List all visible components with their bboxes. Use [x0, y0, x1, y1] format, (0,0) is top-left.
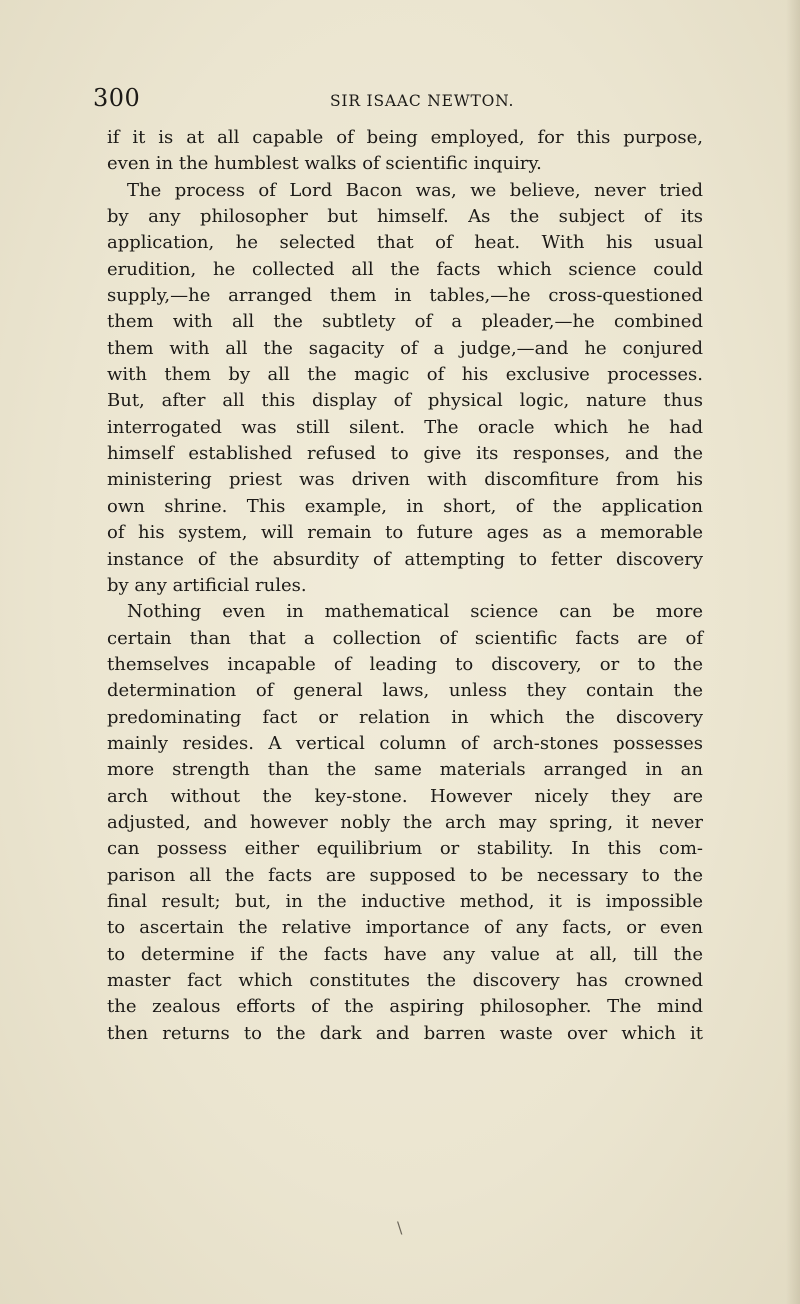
- text-line: more strength than the same materials arranged in an: [107, 759, 703, 781]
- text-line: determination of general laws, unless they contain the: [107, 680, 703, 702]
- text-line: master fact which constitutes the discovery has crowned: [107, 970, 703, 991]
- stray-ink-mark: \: [397, 1218, 403, 1237]
- text-line: predominating fact or relation in which the discovery: [107, 706, 703, 728]
- text-line: But, after all this display of physical logic, nature thus: [107, 390, 703, 412]
- text-line: if it is at all capable of being employed, for this purpose,: [107, 127, 703, 148]
- text-line: own shrine. This example, in short, of the application: [107, 495, 703, 517]
- text-line: erudition, he collected all the facts which science could: [107, 258, 703, 280]
- text-line: certain than that a collection of scientific facts are of: [107, 627, 703, 649]
- text-line: instance of the absurdity of attempting to fetter discovery: [107, 548, 703, 570]
- page-edge-shadow: [786, 0, 800, 1304]
- text-line: adjusted, and however nobly the arch may spring, it never: [107, 811, 703, 833]
- text-line: even in the humblest walks of scientific inquiry.: [107, 153, 542, 175]
- text-line: them with all the subtlety of a pleader,—he combined: [107, 311, 703, 333]
- text-line: by any artificial rules.: [107, 574, 307, 596]
- text-line: himself established refused to give its responses, and the: [107, 443, 703, 465]
- text-line: then returns to the dark and barren waste over which it: [107, 1022, 703, 1044]
- text-line: arch without the key-stone. However nicely they are: [107, 785, 703, 807]
- text-line: the zealous efforts of the aspiring philosopher. The mind: [107, 996, 703, 1018]
- text-line: application, he selected that of heat. With his usual: [107, 232, 703, 254]
- text-line: The process of Lord Bacon was, we believe, never tried: [127, 179, 703, 201]
- text-line: by any philosopher but himself. As the subject of its: [107, 206, 703, 228]
- text-line: ministering priest was driven with discomfiture from his: [107, 469, 703, 491]
- text-line: parison all the facts are supposed to be necessary to the: [107, 864, 703, 886]
- text-line: to ascertain the relative importance of any facts, or even: [107, 917, 703, 939]
- running-title: SIR ISAAC NEWTON.: [330, 92, 515, 110]
- text-line: mainly resides. A vertical column of arch-stones possesses: [107, 732, 703, 754]
- text-line: Nothing even in mathematical science can be more: [127, 601, 703, 623]
- text-line: interrogated was still silent. The oracle which he had: [107, 416, 703, 438]
- text-line: themselves incapable of leading to discovery, or to the: [107, 653, 703, 675]
- page-number: 300: [93, 84, 141, 112]
- text-line: supply,—he arranged them in tables,—he cross-questioned: [107, 285, 703, 307]
- text-line: of his system, will remain to future ages as a memorable: [107, 522, 703, 544]
- text-line: with them by all the magic of his exclusive processes.: [107, 364, 703, 386]
- text-line: them with all the sagacity of a judge,—and he conjured: [107, 337, 703, 359]
- body-text: [107, 125, 703, 1047]
- text-line: final result; but, in the inductive method, it is impossible: [107, 890, 703, 912]
- text-line: can possess either equilibrium or stability. In this com-: [107, 838, 703, 860]
- text-line: to determine if the facts have any value at all, till the: [107, 943, 703, 965]
